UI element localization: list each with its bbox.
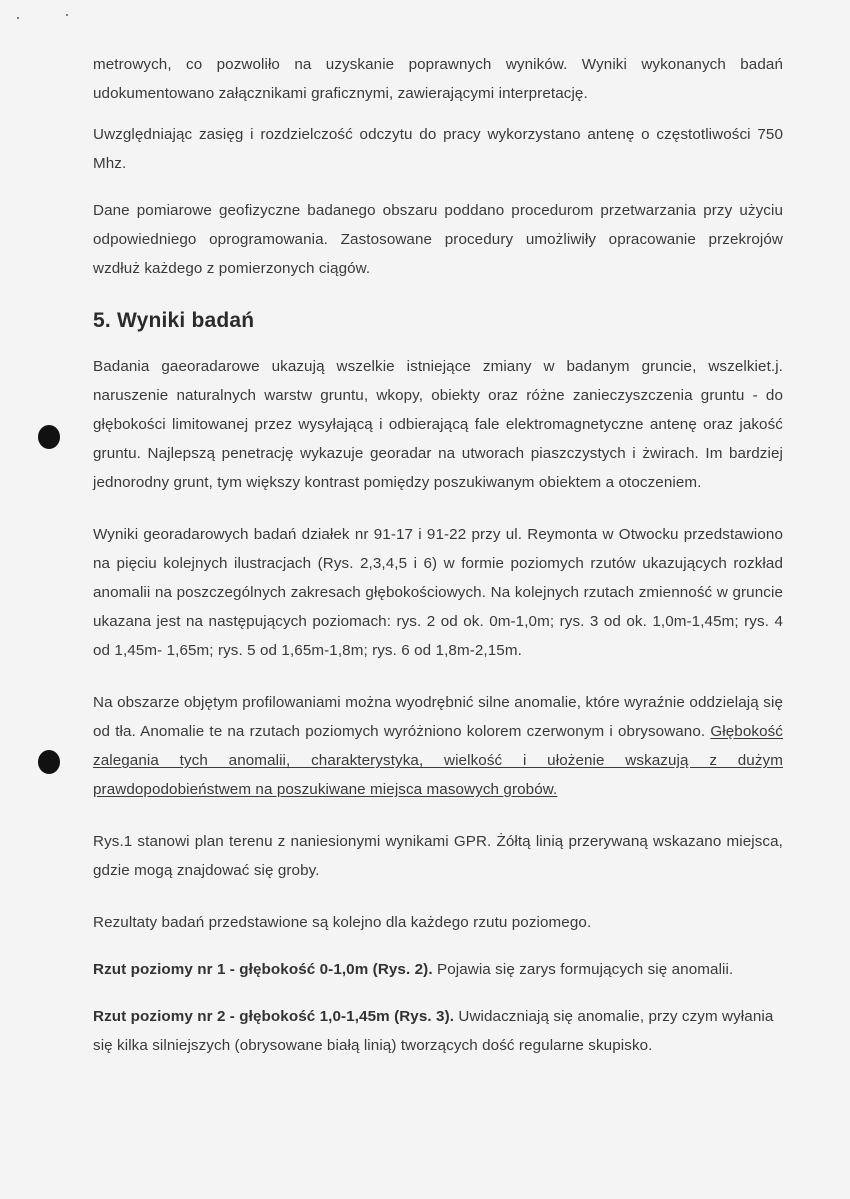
paragraph-anomalies-underlined: Głębokość zalegania tych anomalii, charakterystyka, wielkość i ułożenie wskazują z dużym prawdopodobieństwem na poszukiwane miejsca masowych grobów. (93, 723, 783, 798)
paragraph-site-plan: Rys.1 stanowi plan terenu z naniesionymi wynikami GPR. Żółtą linią przerywaną wskazano miejsca, gdzie mogą znajdować się groby. (93, 833, 783, 879)
scan-speck (17, 17, 19, 19)
paragraph-survey-results: Wyniki georadarowych badań działek nr 91-17 i 91-22 przy ul. Reymonta w Otwocku przedstawiono na pięciu kolejnych ilustracjach (Rys. 2,3,4,5 i 6) w formie poziomych rzutów ukazujących rozkład anomalii na poszczególnych zakresach głębokościowych. Na kolejnych rzutach zmienność w gruncie ukazana jest na następujących poziomach: rys. 2 od ok. 0m-1,0m; rys. 3 od ok. 1,0m-1,45m; rys. 4 od 1,45m- 1,65m; rys. 5 od 1,65m-1,8m; rys. 6 od 1,8m-2,15m. (93, 526, 783, 659)
paragraph-projection-2 (93, 1002, 783, 1060)
paragraph-anomalies (93, 688, 783, 804)
paragraph-gpr-rest: wszelkie naruszenie naturalnych warstw gruntu, wkopy, obiekty oraz różne zanieczyszczenia gruntu - do głębokości limitowanej przez wysyłającą i odbierającą fale elektromagnetyczne antenę oraz jakość gruntu. Najlepszą penetrację wykazuje georadar na utworach piaszczystych i żwirach. Im bardziej jednorodny grunt, tym większy kontrast pomiędzy poszukiwanym obiektem a otoczeniem. (93, 358, 783, 491)
paragraph-anomalies-text: Na obszarze objętym profilowaniami można wyodrębnić silne anomalie, które wyraźnie oddzielają się od tła. Anomalie te na rzutach poziomych wyróżniono kolorem czerwonym i obrysowano. (93, 694, 783, 740)
paragraph-gpr-tj: t.j. (766, 358, 783, 375)
scan-speck (66, 14, 68, 16)
paragraph-processing: Dane pomiarowe geofizyczne badanego obszaru poddano procedurom przetwarzania przy użyciu odpowiedniego oprogramowania. Zastosowane procedury umożliwiły opracowanie przekrojów wzdłuż każdego z pomierzonych ciągów. (93, 202, 783, 277)
paragraph-antenna: Uwzględniając zasięg i rozdzielczość odczytu do pracy wykorzystano antenę o częstotliwości 750 Mhz. (93, 126, 783, 172)
punch-hole-mark (38, 750, 60, 774)
projection-1-title: Rzut poziomy nr 1 - głębokość 0-1,0m (Rys. 2). (93, 961, 433, 978)
section-heading: 5. Wyniki badań (93, 309, 255, 332)
paragraph-gpr-description (93, 352, 783, 497)
paragraph-projection-1 (93, 955, 783, 984)
paragraph-methods-results: metrowych, co pozwoliło na uzyskanie poprawnych wyników. Wyniki wykonanych badań udokumentowano załącznikami graficznymi, zawierającymi interpretację. (93, 56, 783, 102)
projection-2-text: Uwidaczniają się anomalie, przy czym wyłania się kilka silniejszych (obrysowane białą linią) tworzących dość regularne skupisko. (93, 1008, 774, 1054)
paragraph-results-intro: Rezultaty badań przedstawione są kolejno dla każdego rzutu poziomego. (93, 914, 592, 931)
paragraph-gpr-start: Badania gaeoradarowe ukazują wszelkie istniejące zmiany w badanym gruncie, (93, 358, 697, 375)
projection-2-title: Rzut poziomy nr 2 - głębokość 1,0-1,45m (Rys. 3). (93, 1008, 455, 1025)
document-body (93, 50, 783, 1060)
punch-hole-mark (38, 425, 60, 449)
projection-1-text: Pojawia się zarys formujących się anomalii. (432, 961, 734, 978)
